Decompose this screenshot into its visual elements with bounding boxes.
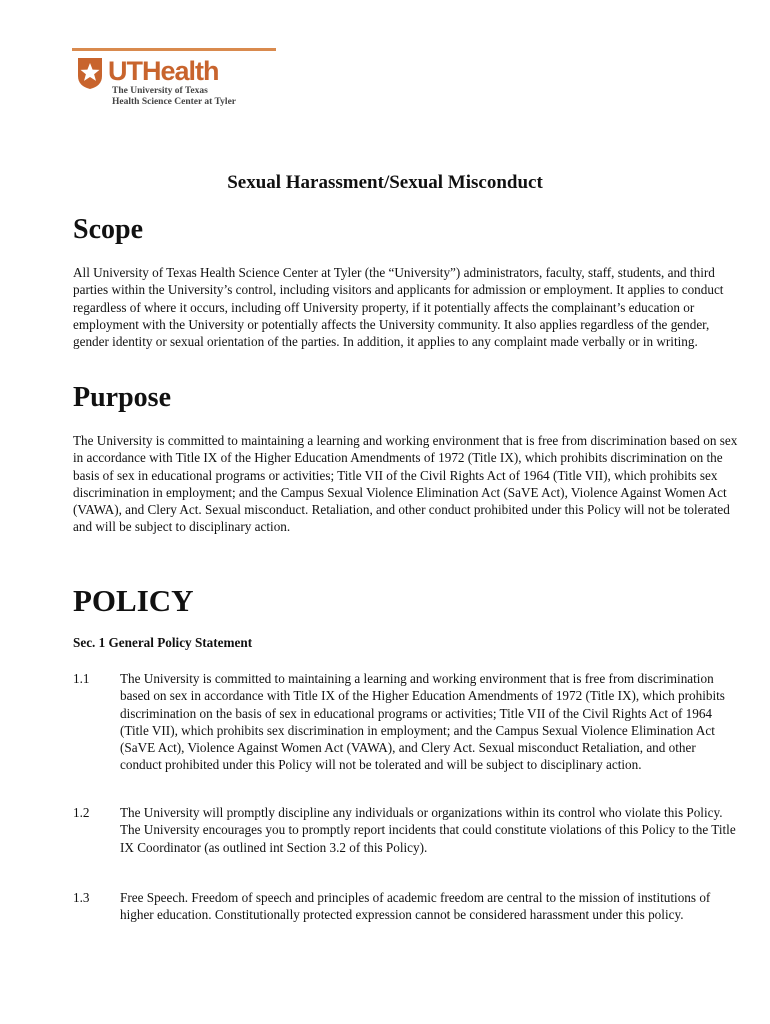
logo-wordmark: UTHealth (108, 56, 219, 86)
document-title: Sexual Harassment/Sexual Misconduct (227, 172, 543, 193)
logo-subtitle-line2: Health Science Center at Tyler (112, 97, 236, 107)
policy-item-number: 1.1 (73, 671, 90, 686)
logo-top-rule (72, 48, 276, 51)
scope-heading: Scope (73, 214, 143, 245)
uthealth-logo (76, 56, 276, 112)
policy-heading: POLICY (73, 583, 194, 618)
policy-item-number: 1.2 (73, 805, 90, 820)
policy-item-text: The University is committed to maintaining a learning and working environment that is free from discrimination based on sex in accordance with Title IX of the Higher Education Amendments of 1972 (Title IX), which prohibits discrimination on the basis of sex in educational programs or activities; Title VII of the Civil Rights Act of 1964 (Title VII), which prohibits sex discrimination in employment; and the Campus Sexual Violence Elimination Act (SaVE Act), Violence Against Women Act (VAWA), and Clery Act. Sexual misconduct Retaliation, and other conduct prohibited under this Policy will not be tolerated and will be subject to disciplinary action. (120, 671, 725, 773)
scope-body: All University of Texas Health Science Center at Tyler (the “University”) administrators, faculty, staff, students, and third parties within the University’s control, including visitors and applicants for admission or employment. It applies to conduct regardless of where it occurs, including off University property, if it potentially affects the complainant’s education or employment with the University or potentially affects the University community. It also applies regardless of the gender, gender identity or sexual orientation of the parties. In addition, it applies to any complaint made verbally or in writing. (73, 265, 724, 350)
star-seal-icon (76, 56, 104, 90)
policy-item-number: 1.3 (73, 890, 90, 905)
policy-item-text: The University will promptly discipline any individuals or organizations within its control who violate this Policy. The University encourages you to promptly report incidents that could constitute violations of this Policy to the Title IX Coordinator (as outlined int Section 3.2 of this Policy). (120, 805, 736, 855)
purpose-heading: Purpose (73, 382, 171, 413)
policy-item-text: Free Speech. Freedom of speech and principles of academic freedom are central to the mission of institutions of higher education. Constitutionally protected expression cannot be considered harassment under this policy. (120, 890, 711, 923)
section-1-title: Sec. 1 General Policy Statement (73, 635, 253, 650)
logo-subtitle-line1: The University of Texas (112, 86, 208, 96)
purpose-body: The University is committed to maintaining a learning and working environment that is free from discrimination based on sex in accordance with Title IX of the Higher Education Amendments of 1972 (Title IX), which prohibits discrimination on the basis of sex in educational programs or activities; Title VII of the Civil Rights Act of 1964 (Title VII), which prohibits sex discrimination in employment; and the Campus Sexual Violence Elimination Act (SaVE Act), Violence Against Women Act (VAWA), and Clery Act. Sexual misconduct. Retaliation, and other conduct prohibited under this Policy will not be tolerated and will be subject to disciplinary action. (73, 433, 738, 535)
